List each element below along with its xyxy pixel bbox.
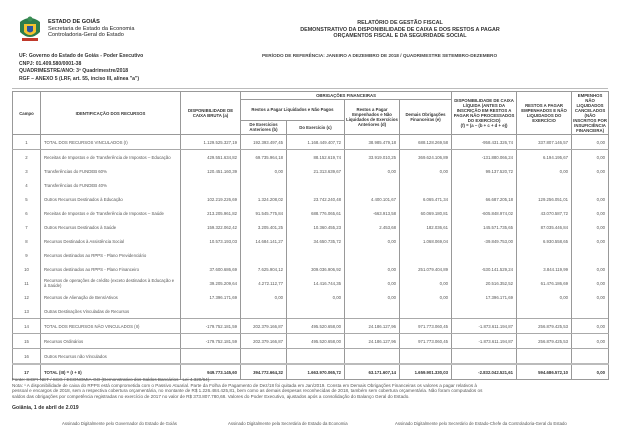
cell-c: 10.360.455,23 xyxy=(287,220,345,234)
cell-e: 1.659.901.330,03 xyxy=(400,364,452,380)
report-date: Goiânia, 1 de abril de 2.019 xyxy=(12,405,79,411)
cell-canc xyxy=(572,178,609,192)
cell-f xyxy=(452,304,517,319)
col-rp-empenhados: Restos a Pagar Empenhados e Não Liquidados de Exercícios Anteriores (d) xyxy=(345,100,400,135)
cell-e: 0,00 xyxy=(400,164,452,178)
cell-e: 60.069.180,81 xyxy=(400,206,452,220)
cell-f: -1.873.611.194,87 xyxy=(452,319,517,334)
table-row xyxy=(13,290,609,304)
cell-d xyxy=(345,248,400,262)
cell-rp: 6.194.195,67 xyxy=(517,150,572,165)
cell-d: 24.186.127,96 xyxy=(345,334,400,349)
cell-e: 0,00 xyxy=(400,276,452,290)
cell-label: TOTAL DOS RECURSOS NÃO VINCULADOS (II) xyxy=(41,319,181,334)
cell-campo: 7 xyxy=(13,220,41,234)
cell-d: 33.919.010,25 xyxy=(345,150,400,165)
cell-e: 369.624.106,89 xyxy=(400,150,452,165)
cell-e: 251.079.404,89 xyxy=(400,262,452,276)
header-divider xyxy=(12,88,608,89)
cell-a: 429.551.634,82 xyxy=(181,150,241,165)
cell-label: Recursos destinados ao RPPS - Plano Financeiro xyxy=(41,262,181,276)
cell-label: Outros Recursos não Vinculados xyxy=(41,349,181,365)
secretariat-name: Secretaria de Estado da Economia xyxy=(48,25,135,32)
cell-e: 971.773.060,45 xyxy=(400,334,452,349)
cell-a: 10.573.193,03 xyxy=(181,234,241,248)
cell-rp: 43.070.587,72 xyxy=(517,206,572,220)
cell-rp: 0,00 xyxy=(517,290,572,304)
cash-availability-table xyxy=(12,91,609,380)
cell-b xyxy=(241,178,287,192)
disp-liquida-label: DISPONIBILIDADE DE CAIXA LÍQUIDA (ANTES DA INSCRIÇÃO EM RESTOS A PAGAR NÃO PROCESSADOS DO EXERCÍCIO) xyxy=(453,98,515,123)
cell-canc xyxy=(572,304,609,319)
cell-campo: 17 xyxy=(13,364,41,380)
cell-rp: 129.256.051,01 xyxy=(517,192,572,206)
cell-label: Outras Destinações Vinculadas de Recursos xyxy=(41,304,181,319)
title-line: ORÇAMENTOS FISCAL E DA SEGURIDADE SOCIAL xyxy=(333,33,467,39)
cell-c: 688.776.065,61 xyxy=(287,206,345,220)
table-row xyxy=(13,304,609,319)
cell-f: -605.848.974,02 xyxy=(452,206,517,220)
cell-rp: 256.879.425,53 xyxy=(517,334,572,349)
col-exercicios-anteriores: De Exercícios Anteriores (b) xyxy=(241,120,287,134)
cell-label: Outros Recursos Destinados à Educação xyxy=(41,192,181,206)
cell-f: -958.431.326,74 xyxy=(452,135,517,150)
cell-b: 192.393.497,45 xyxy=(241,135,287,150)
cell-campo: 12 xyxy=(13,290,41,304)
table-row xyxy=(13,234,609,248)
cell-canc: 0,00 xyxy=(572,220,609,234)
title-line: DEMONSTRATIVO DA DISPONIBILIDADE DE CAIXA E DOS RESTOS A PAGAR xyxy=(300,26,500,33)
cell-label: TOTAL DOS RECURSOS VINCULADOS (I) xyxy=(41,135,181,150)
table-row xyxy=(13,206,609,220)
signature-governor: Assinado Digitalmente pelo Governador do Estado de Goiás xyxy=(62,421,177,426)
cell-campo: 16 xyxy=(13,349,41,365)
cell-canc: 0,00 xyxy=(572,276,609,290)
disp-liquida-formula: (f) = (a – (b + c + d + e)) xyxy=(460,123,508,128)
cell-label: Recursos destinados ao RPPS - Plano Previdenciário xyxy=(41,248,181,262)
cell-c xyxy=(287,178,345,192)
cell-c: 88.152.619,74 xyxy=(287,150,345,165)
cell-f: 17.396.171,69 xyxy=(452,290,517,304)
cell-d: 0,00 xyxy=(345,164,400,178)
cell-a: -179.752.181,59 xyxy=(181,334,241,349)
cell-d: 0,00 xyxy=(345,276,400,290)
col-demais-obrigacoes: Demais Obrigações Financeiras (e) xyxy=(400,100,452,135)
cell-e xyxy=(400,178,452,192)
cell-rp xyxy=(517,304,572,319)
cell-a: 159.322.062,42 xyxy=(181,220,241,234)
table-row xyxy=(13,349,609,365)
controllership-name: Controladoria-Geral do Estado xyxy=(48,32,124,39)
cell-campo: 13 xyxy=(13,304,41,319)
cell-c: 495.520.658,00 xyxy=(287,319,345,334)
cell-f: 99.137.520,72 xyxy=(452,164,517,178)
cell-f: 66.687.205,18 xyxy=(452,192,517,206)
cell-d: 0,00 xyxy=(345,290,400,304)
cell-f: -2.832.042.521,61 xyxy=(452,364,517,380)
cell-canc: 0,00 xyxy=(572,206,609,220)
cell-d: 2.453,68 xyxy=(345,220,400,234)
cell-canc: 0,00 xyxy=(572,192,609,206)
cell-b: 0,00 xyxy=(241,290,287,304)
cell-canc: 0,00 xyxy=(572,164,609,178)
cell-e: 182.036,61 xyxy=(400,220,452,234)
cell-campo: 9 xyxy=(13,248,41,262)
cell-f xyxy=(452,349,517,365)
cell-campo: 11 xyxy=(13,276,41,290)
cell-campo: 6 xyxy=(13,206,41,220)
cell-a xyxy=(181,248,241,262)
cell-a xyxy=(181,178,241,192)
cell-a: 39.205.209,64 xyxy=(181,276,241,290)
cell-b: 7.625.904,12 xyxy=(241,262,287,276)
cell-c xyxy=(287,349,345,365)
cell-d: 24.186.127,96 xyxy=(345,319,400,334)
table-row xyxy=(13,220,609,234)
cell-e xyxy=(400,349,452,365)
cell-label: Recursos de Alienação de Bens/Ativos xyxy=(41,290,181,304)
cell-canc: 0,00 xyxy=(572,135,609,150)
meta-quadrimester: QUADRIMESTRE/ANO: 3º Quadrimestre/2018 xyxy=(19,68,129,75)
cell-campo: 3 xyxy=(13,164,41,178)
cell-f xyxy=(452,248,517,262)
cell-canc: 0,00 xyxy=(572,262,609,276)
cell-canc: 0,00 xyxy=(572,290,609,304)
cell-f: -530.141.529,24 xyxy=(452,262,517,276)
cell-e: 6.065.471,34 xyxy=(400,192,452,206)
cell-canc: 0,00 xyxy=(572,334,609,349)
cell-f: 20.516.352,52 xyxy=(452,276,517,290)
table-row xyxy=(13,135,609,150)
cell-rp: 0,00 xyxy=(517,164,572,178)
cell-f: -1.873.611.194,87 xyxy=(452,334,517,349)
cell-b: 91.545.775,84 xyxy=(241,206,287,220)
title-line: RELATÓRIO DE GESTÃO FISCAL xyxy=(357,20,443,26)
col-group-rp-liquidados: Restos a Pagar Liquidados e Não Pagos xyxy=(241,100,345,121)
cell-campo: 1 xyxy=(13,135,41,150)
cell-rp: 6.930.558,65 xyxy=(517,234,572,248)
table-row xyxy=(13,164,609,178)
reference-period: PERÍODO DE REFERÊNCIA: JANEIRO A DEZEMBRO DE 2018 / QUADRIMESTRE SETEMBRO-DEZEMBRO xyxy=(262,53,498,58)
cell-b: 4.272.112,77 xyxy=(241,276,287,290)
cell-c: 1.663.970.065,72 xyxy=(287,364,345,380)
meta-annex: RGF – ANEXO 5 (LRF, art. 55, inciso III, alínea "a") xyxy=(19,75,140,82)
cell-rp: 3.844.119,99 xyxy=(517,262,572,276)
meta-cnpj: CNPJ: 01.409.580/0001-38 xyxy=(19,60,82,67)
cell-rp: 256.879.425,53 xyxy=(517,319,572,334)
footnotes xyxy=(12,377,612,400)
cell-a xyxy=(181,349,241,365)
table-row xyxy=(13,192,609,206)
cell-e: 1.068.069,04 xyxy=(400,234,452,248)
cell-b: 1.324.208,02 xyxy=(241,192,287,206)
cell-campo: 4 xyxy=(13,178,41,192)
col-identificacao: IDENTIFICAÇÃO DOS RECURSOS xyxy=(41,92,181,135)
cell-campo: 8 xyxy=(13,234,41,248)
cell-e xyxy=(400,304,452,319)
cell-d xyxy=(345,304,400,319)
cell-campo: 14 xyxy=(13,319,41,334)
cell-c: 21.313.639,67 xyxy=(287,164,345,178)
table-row xyxy=(13,276,609,290)
cell-e: 0,00 xyxy=(400,290,452,304)
cell-b: 69.735.964,18 xyxy=(241,150,287,165)
col-disp-liquida xyxy=(452,92,517,135)
cell-d: -663.913,58 xyxy=(345,206,400,220)
cell-label: Recursos Destinados à Assistência Social xyxy=(41,234,181,248)
cell-rp: 61.476.186,69 xyxy=(517,276,572,290)
cell-e xyxy=(400,248,452,262)
cell-rp xyxy=(517,349,572,365)
cell-d: 4.400.101,67 xyxy=(345,192,400,206)
cell-d xyxy=(345,349,400,365)
goias-coat-of-arms-icon xyxy=(16,14,44,44)
table-row xyxy=(13,248,609,262)
col-disp-bruta: DISPONIBILIDADE DE CAIXA BRUTA (a) xyxy=(181,92,241,135)
report-title xyxy=(250,20,550,40)
table-row xyxy=(13,150,609,165)
cell-rp: 87.035.446,84 xyxy=(517,220,572,234)
cell-campo: 5 xyxy=(13,192,41,206)
cell-c: 495.520.658,00 xyxy=(287,334,345,349)
cell-canc: 0,00 xyxy=(572,319,609,334)
cell-f: -131.880.066,24 xyxy=(452,150,517,165)
source-note: Fonte: SIOFI-NET / SCG / ECONOMIA-GO (Demonstrativo dos Saldos Bancários - Lei 4.320/64). xyxy=(12,377,211,382)
cell-f xyxy=(452,178,517,192)
cell-label: Recursos Ordinários xyxy=(41,334,181,349)
col-campo: Campo xyxy=(13,92,41,135)
cell-d xyxy=(345,178,400,192)
cell-label: Recursos de operações de crédito (exceto destinados à Educação e à Saúde) xyxy=(41,276,181,290)
cell-b xyxy=(241,248,287,262)
cell-c: 23.742.240,48 xyxy=(287,192,345,206)
cell-campo: 15 xyxy=(13,334,41,349)
cell-label: Outros Recursos Destinados à Saúde xyxy=(41,220,181,234)
cell-canc xyxy=(572,349,609,365)
cell-d: 0,00 xyxy=(345,234,400,248)
cell-c xyxy=(287,304,345,319)
col-do-exercicio: Do Exercício (c) xyxy=(287,120,345,134)
note-line: saldos das obrigações por competência registradas no exercício de 2017 no valor de R$ 373.807.780,68. Valores do Poder Executivo, ajustados após a consolidação do Balanço Geral do Estado. xyxy=(12,394,410,400)
cell-a: 1.129.525.327,19 xyxy=(181,135,241,150)
cell-e: 971.773.060,45 xyxy=(400,319,452,334)
report-metadata xyxy=(19,53,143,83)
cell-c: 34.650.735,72 xyxy=(287,234,345,248)
note-line: pessoal e encargos de 2018, sem a respectiva cobertura orçamentária, no montante de R$ 1.226.484.425,81, bem como as demais despesas reconhecidas de 2018, também sem cobertura orçamentária. Não foram computados os xyxy=(12,388,483,394)
cell-campo: 10 xyxy=(13,262,41,276)
signature-controller: Assinado Digitalmente pelo Secretário de Estado-Chefe da Controladoria-Geral do Estado xyxy=(395,421,567,426)
table-row xyxy=(13,319,609,334)
cell-canc: 0,00 xyxy=(572,150,609,165)
table-row xyxy=(13,178,609,192)
col-rp-exercicio: RESTOS A PAGAR EMPENHADOS E NÃO LIQUIDADOS DO EXERCÍCIO xyxy=(517,92,572,135)
cell-b: 202.379.166,87 xyxy=(241,334,287,349)
cell-b xyxy=(241,304,287,319)
cell-a xyxy=(181,304,241,319)
cell-label: Receitas de Impostos e de Transferência de Impostos – Saúde xyxy=(41,206,181,220)
signature-economy-secretary: Assinado Digitalmente pela Secretária de Estado da Economia xyxy=(228,421,348,426)
cell-c: 1.168.449.407,72 xyxy=(287,135,345,150)
cell-rp xyxy=(517,248,572,262)
table-row xyxy=(13,262,609,276)
cell-c: 309.036.906,92 xyxy=(287,262,345,276)
cell-label: Receitas de Impostos e de Transferência de Impostos – Educação xyxy=(41,150,181,165)
cell-rp: 594.686.572,10 xyxy=(517,364,572,380)
cell-rp xyxy=(517,178,572,192)
cell-f: 145.571.735,65 xyxy=(452,220,517,234)
cell-d: 38.985.479,18 xyxy=(345,135,400,150)
cell-d: 0,00 xyxy=(345,262,400,276)
cell-a: 102.219.226,69 xyxy=(181,192,241,206)
cell-canc xyxy=(572,248,609,262)
cell-b: 202.379.166,87 xyxy=(241,319,287,334)
cell-campo: 2 xyxy=(13,150,41,165)
cell-c: 0,00 xyxy=(287,290,345,304)
cell-a: 17.396.171,69 xyxy=(181,290,241,304)
cell-b: 3.205.401,25 xyxy=(241,220,287,234)
cell-canc: 0,00 xyxy=(572,234,609,248)
cell-d: 63.171.607,14 xyxy=(345,364,400,380)
report-header xyxy=(0,0,620,85)
col-group-obrigacoes: OBRIGAÇÕES FINANCEIRAS xyxy=(241,92,452,100)
cell-label: TOTAL (III) = (I + II) xyxy=(41,364,181,380)
cell-label: Transferências do FUNDEB 60% xyxy=(41,164,181,178)
cell-a: 213.205.961,82 xyxy=(181,206,241,220)
cell-b: 394.772.664,32 xyxy=(241,364,287,380)
note-line: Nota: ¹ A disponibilidade de caixa do RPPS está comprometida com o Passivo Atuarial. Parte da Folha de Pagamento de Dez/18 foi quitada em Jan/2019. Consta em Demais Obrigações Financeiras os valores a pagar relativos à xyxy=(12,382,477,388)
table-body xyxy=(13,135,609,380)
organization-block xyxy=(48,19,134,39)
cell-c xyxy=(287,248,345,262)
cell-label: Transferências do FUNDEB 40% xyxy=(41,178,181,192)
cell-e: 688.128.269,58 xyxy=(400,135,452,150)
cell-canc: 0,00 xyxy=(572,364,609,380)
cell-a: 37.600.686,69 xyxy=(181,262,241,276)
col-empenhos-cancelados: EMPENHOS NÃO LIQUIDADOS CANCELADOS (NÃO INSCRITOS POR INSUFICIÊNCIA FINANCEIRA) xyxy=(573,93,607,133)
cell-b: 14.684.141,27 xyxy=(241,234,287,248)
cell-a: -179.752.181,59 xyxy=(181,319,241,334)
state-name: ESTADO DE GOIÁS xyxy=(48,19,100,25)
meta-uf: UF: Governo do Estado de Goiás - Poder Executivo xyxy=(19,53,144,59)
cell-a: 949.773.145,60 xyxy=(181,364,241,380)
table-row xyxy=(13,334,609,349)
cell-f: -39.849.753,00 xyxy=(452,234,517,248)
cell-rp: 337.807.146,57 xyxy=(517,135,572,150)
cell-a: 120.451.160,39 xyxy=(181,164,241,178)
cell-b xyxy=(241,349,287,365)
cell-c: 14.416.744,35 xyxy=(287,276,345,290)
cell-b: 0,00 xyxy=(241,164,287,178)
